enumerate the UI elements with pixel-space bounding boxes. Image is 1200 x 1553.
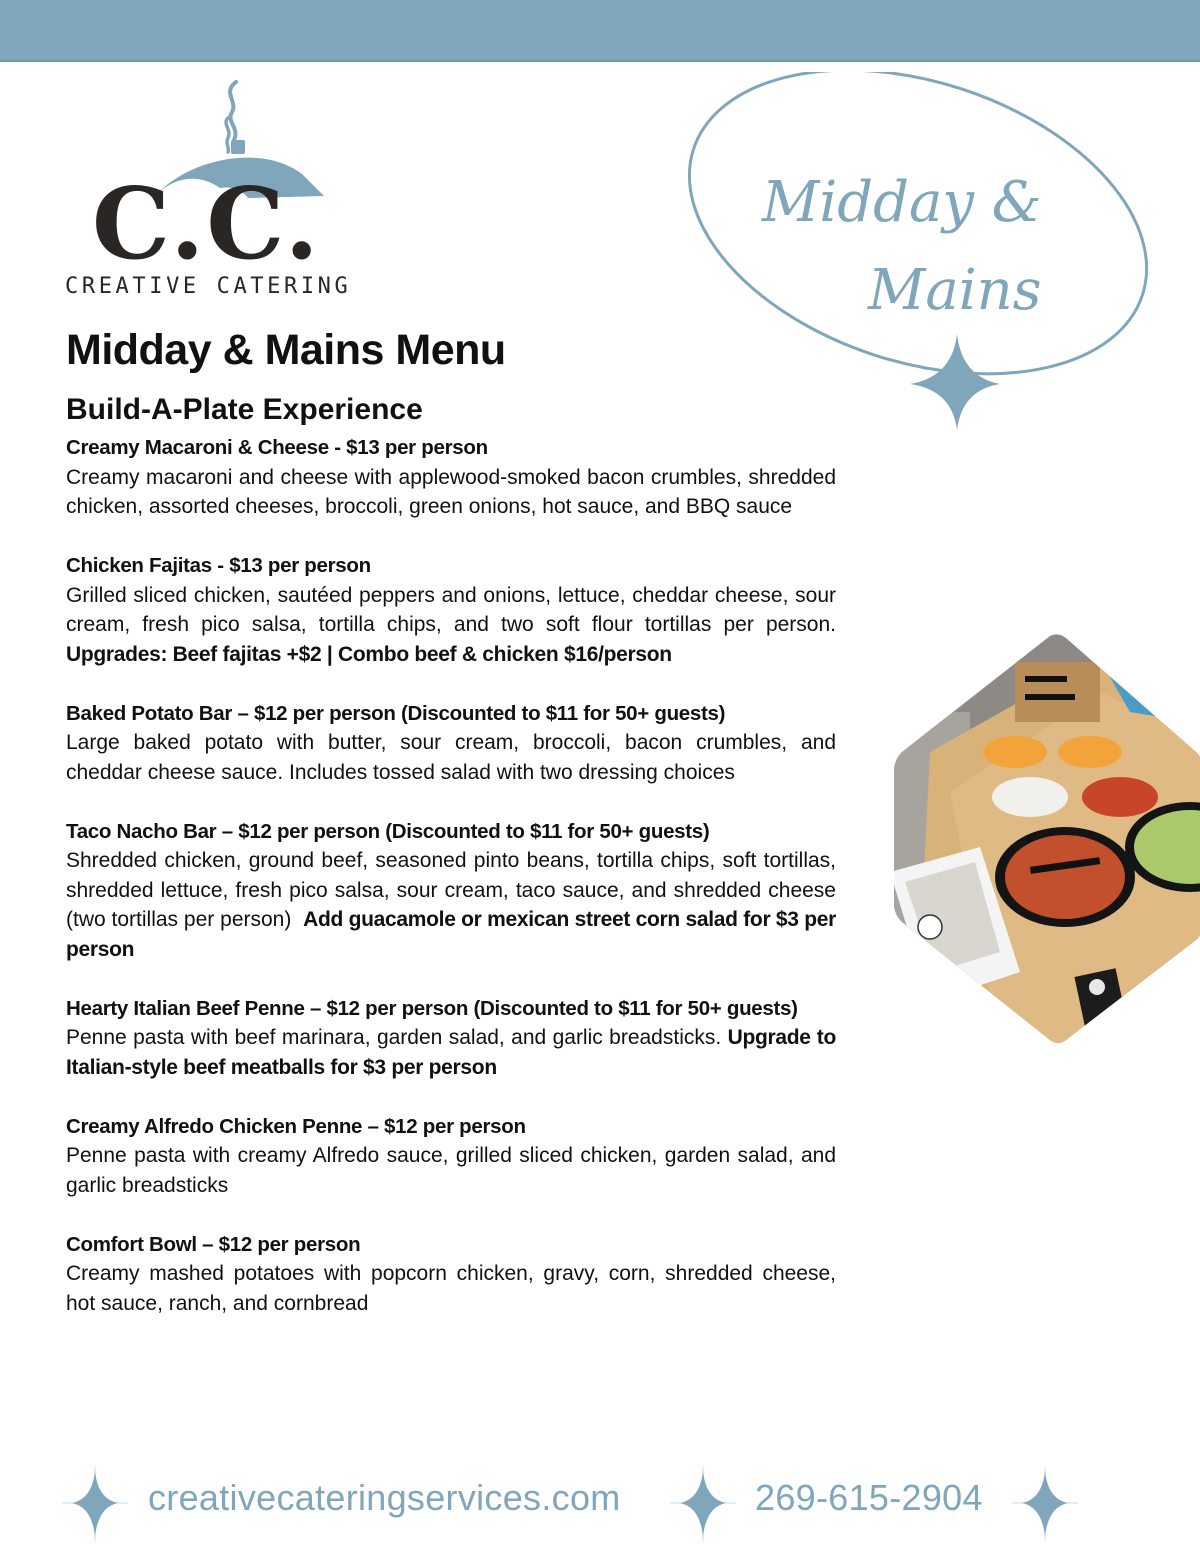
- menu-item: [66, 551, 836, 669]
- menu-item-name: Taco Nacho Bar – $12 per person (Discounted to $11 for 50+ guests): [66, 819, 710, 843]
- sparkle-icon: [910, 334, 1000, 430]
- menu-item: [66, 433, 836, 522]
- phone-link[interactable]: 269-615-2904: [755, 1477, 983, 1518]
- menu-item-name: Chicken Fajitas - $13 per person: [66, 554, 371, 577]
- menu-item-name: Comfort Bowl – $12 per person: [66, 1232, 361, 1256]
- section-badge: [680, 72, 1170, 442]
- menu-item-description: Penne pasta with beef marinara, garden salad, and garlic breadsticks. Upgrade to Italian-style beef meatballs for $3 per person: [66, 1026, 836, 1079]
- menu-item: [66, 1112, 836, 1201]
- menu-item-upgrade: Upgrade to Italian-style beef meatballs for $3 per person: [66, 1026, 836, 1079]
- page-title: Midday & Mains Menu: [66, 326, 506, 374]
- sparkle-icon: [62, 1465, 128, 1545]
- logo-subtitle: CREATIVE CATERING: [65, 274, 352, 299]
- menu-item: [66, 1230, 836, 1319]
- menu-item: [66, 699, 836, 788]
- menu-item-description: Creamy macaroni and cheese with applewood-smoked bacon crumbles, shredded chicken, assorted cheeses, broccoli, green onions, hot sauce, and BBQ sauce: [66, 465, 836, 518]
- website-link[interactable]: creativecateringservices.com: [148, 1477, 621, 1518]
- menu-item-description: Penne pasta with creamy Alfredo sauce, grilled sliced chicken, garden salad, and garlic breadsticks: [66, 1144, 836, 1197]
- menu-item-name: Creamy Alfredo Chicken Penne – $12 per person: [66, 1114, 526, 1138]
- menu-item-description: Shredded chicken, ground beef, seasoned pinto beans, tortilla chips, soft tortillas, shredded lettuce, fresh pico salsa, sour cream, taco sauce, and shredded cheese (two tortillas per person) Add guacamole or mexican street corn salad for $3 per person: [66, 849, 837, 961]
- logo-letters: C.C.: [92, 167, 321, 282]
- badge-ellipse-icon: [680, 72, 1170, 442]
- menu-item-description: Grilled sliced chicken, sautéed peppers and onions, lettuce, cheddar cheese, sour cream, fresh pico salsa, tortilla chips, and two soft flour tortillas per person. Upgrades: Beef fajitas +$2 | Combo beef & chicken $16/person: [66, 583, 836, 666]
- sparkle-icon: [1012, 1465, 1078, 1545]
- menu-item-upgrade: Upgrades: Beef fajitas +$2 | Combo beef & chicken $16/person: [66, 642, 672, 666]
- food-photo: [890, 632, 1200, 1046]
- menu-item-name: Baked Potato Bar – $12 per person (Discounted to $11 for 50+ guests): [66, 701, 726, 725]
- menu-item-name: Hearty Italian Beef Penne – $12 per person (Discounted to $11 for 50+ guests): [66, 996, 798, 1020]
- menu-item: [66, 817, 836, 965]
- page-subtitle: Build-A-Plate Experience: [66, 393, 423, 426]
- taco-bar-photo-image: [890, 632, 1200, 1046]
- menu-item-description: Large baked potato with butter, sour cream, broccoli, bacon crumbles, and cheddar cheese sauce. Includes tossed salad with two dressing choices: [66, 731, 836, 784]
- footer: [0, 1465, 1200, 1545]
- menu-item-addon: Add guacamole or mexican street corn salad for $3 per person: [66, 908, 837, 961]
- sparkle-icon: [670, 1465, 736, 1545]
- logo: [62, 78, 352, 303]
- menu-list: [66, 433, 836, 1348]
- menu-item-description: Creamy mashed potatoes with popcorn chicken, gravy, corn, shredded cheese, hot sauce, ranch, and cornbread: [66, 1262, 836, 1315]
- badge-line2: Mains: [868, 258, 1042, 323]
- menu-item-name: Creamy Macaroni & Cheese - $13 per person: [66, 436, 488, 459]
- top-accent-bar: [0, 0, 1200, 62]
- badge-line1: Midday &: [762, 170, 1042, 235]
- menu-item: [66, 994, 836, 1083]
